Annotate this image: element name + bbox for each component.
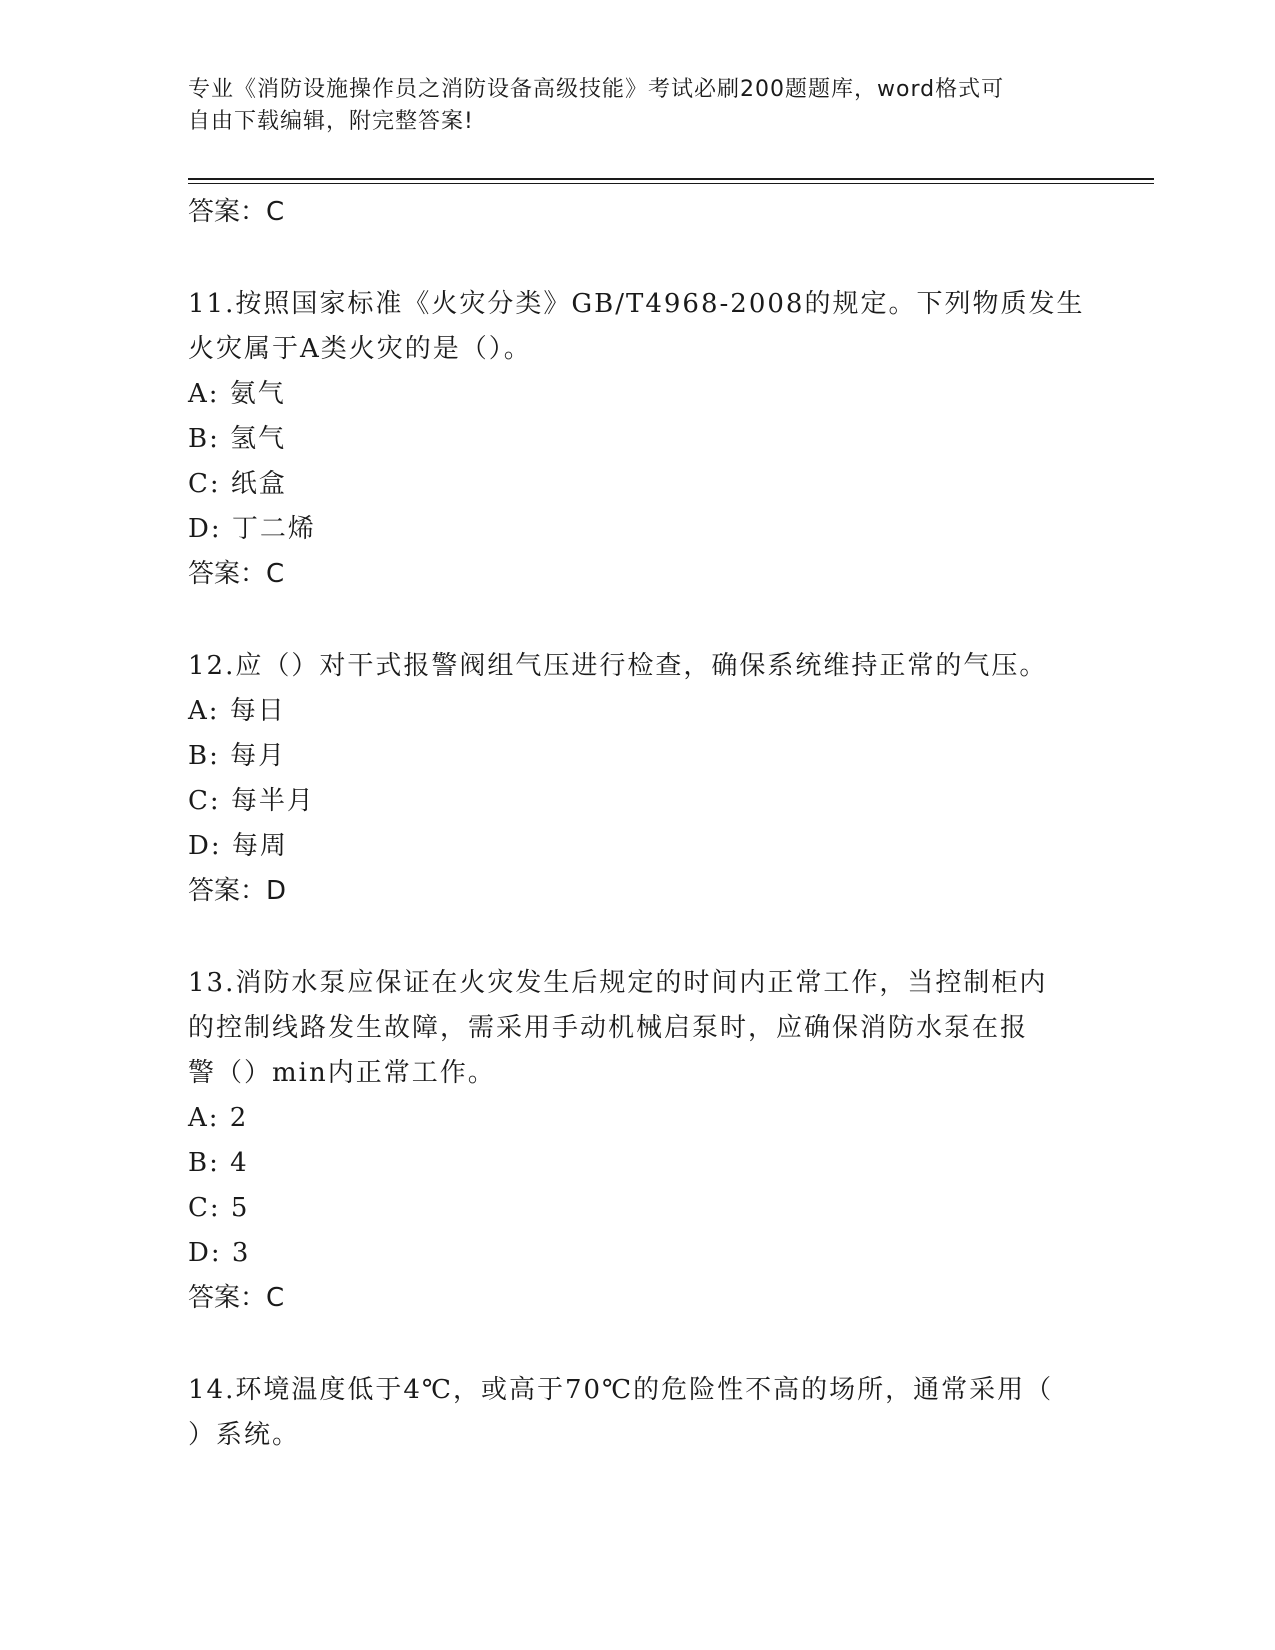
question-text-line: 的控制线路发生故障，需采用手动机械启泵时，应确保消防水泵在报 — [188, 1013, 1029, 1043]
option-c: C: 每半月 — [188, 786, 315, 816]
question-list — [188, 190, 1088, 1458]
option-c: C: 5 — [188, 1193, 250, 1223]
question-12 — [188, 644, 1088, 914]
answer-line: 答案：C — [188, 559, 285, 589]
option-a: A: 氨气 — [188, 379, 286, 409]
answer-line: 答案：C — [188, 1283, 285, 1313]
question-14 — [188, 1368, 1088, 1458]
question-text-line: 12.应（）对干式报警阀组气压进行检查，确保系统维持正常的气压。 — [188, 651, 1048, 681]
question-text-line: 警（）min内正常工作。 — [188, 1058, 496, 1088]
question-text-line: 火灾属于A类火灾的是（）。 — [188, 334, 532, 364]
question-text-line: ）系统。 — [188, 1420, 301, 1450]
question-11 — [188, 282, 1088, 597]
option-a: A: 每日 — [188, 696, 286, 726]
option-c: C: 纸盒 — [188, 469, 287, 499]
header-divider-thin — [188, 183, 1154, 184]
option-d: D: 3 — [188, 1238, 251, 1268]
header-line-2: 自由下载编辑，附完整答案! — [188, 109, 474, 134]
option-b: B: 氢气 — [188, 424, 287, 454]
question-text-line: 11.按照国家标准《火灾分类》GB/T4968-2008的规定。下列物质发生 — [188, 289, 1085, 319]
question-text-line: 14.环境温度低于4℃，或高于70℃的危险性不高的场所，通常采用（ — [188, 1375, 1054, 1405]
question-13 — [188, 961, 1088, 1321]
option-b: B: 每月 — [188, 741, 287, 771]
question-text-line: 13.消防水泵应保证在火灾发生后规定的时间内正常工作，当控制柜内 — [188, 968, 1048, 998]
header-divider-thick — [188, 178, 1154, 180]
option-b: B: 4 — [188, 1148, 249, 1178]
document-header — [188, 74, 1068, 138]
option-d: D: 每周 — [188, 831, 288, 861]
option-a: A: 2 — [188, 1103, 249, 1133]
header-line-1: 专业《消防设施操作员之消防设备高级技能》考试必刷200题题库，word格式可 — [188, 77, 1005, 102]
answer-line: 答案：D — [188, 876, 287, 906]
answer-line: 答案：C — [188, 197, 285, 227]
option-d: D: 丁二烯 — [188, 514, 316, 544]
